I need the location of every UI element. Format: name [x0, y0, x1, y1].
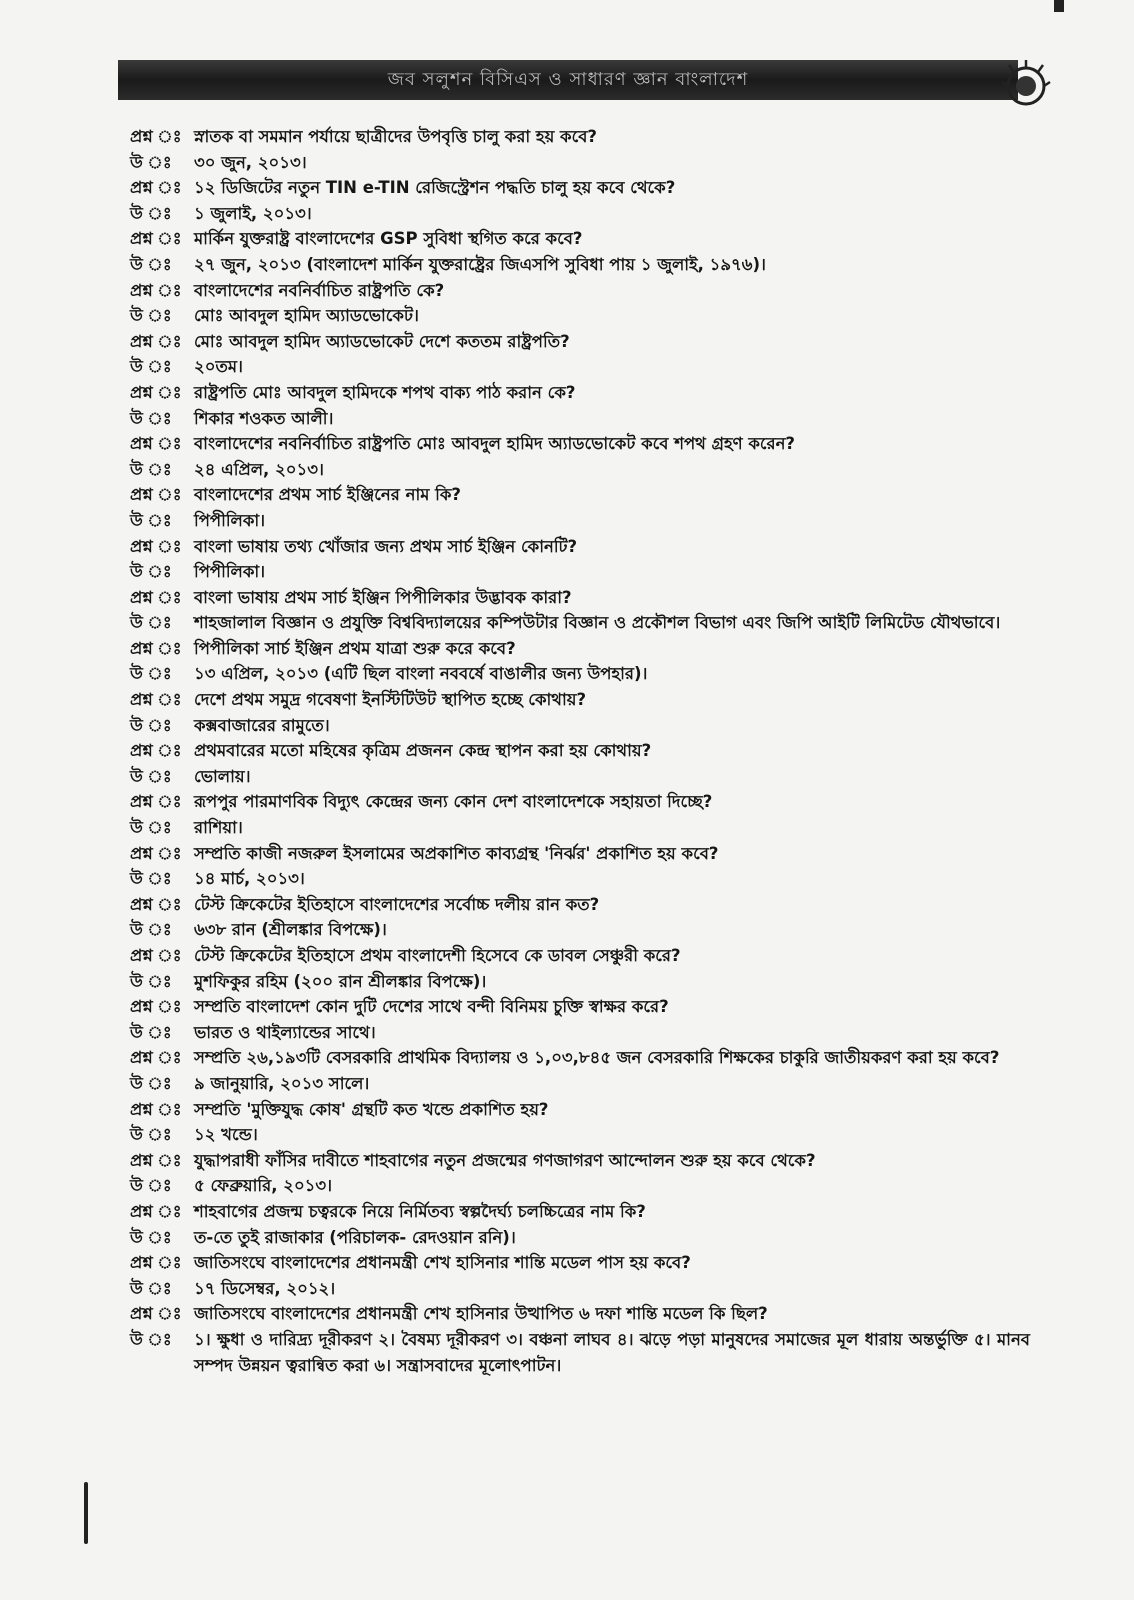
answer-text: ১৭ ডিসেম্বর, ২০১২। [194, 1278, 336, 1298]
question-label: প্রশ্ন ঃ [130, 946, 182, 965]
answer-text: মোঃ আবদুল হামিদ অ্যাডভোকেট। [194, 306, 419, 326]
question-text: মোঃ আবদুল হামিদ অ্যাডভোকেট দেশে কততম রাষ্ট্রপতি? [194, 331, 570, 351]
answer-text: ৩০ জুন, ২০১৩। [194, 152, 307, 172]
answer-label: উ ঃ [130, 869, 172, 889]
answer-label: উ ঃ [130, 562, 172, 582]
scan-edge-mark [84, 1482, 88, 1544]
question-text: মার্কিন যুক্তরাষ্ট্র বাংলাদেশের GSP সুবিধা স্থগিত করে কবে? [194, 229, 583, 249]
question-text: জাতিসংঘে বাংলাদেশের প্রধানমন্ত্রী শেখ হাসিনার উত্থাপিত ৬ দফা শান্তি মডেল কি ছিল? [194, 1304, 768, 1324]
question-label: প্রশ্ন ঃ [130, 997, 182, 1017]
answer-row [130, 661, 1030, 687]
answer-text: কক্সবাজারের রামুতে। [194, 715, 330, 735]
question-label: প্রশ্ন ঃ [130, 1253, 182, 1273]
question-text: দেশে প্রথম সমুদ্র গবেষণা ইনস্টিটিউট স্থাপিত হচ্ছে কোথায়? [194, 690, 587, 710]
question-text: পিপীলিকা সার্চ ইঞ্জিন প্রথম যাত্রা শুরু করে কবে? [194, 638, 516, 658]
answer-label: উ ঃ [130, 203, 172, 223]
answer-label: উ ঃ [130, 1022, 172, 1042]
answer-row [130, 303, 1030, 329]
answer-row [130, 713, 1030, 739]
question-text: বাংলাদেশের নবনির্বাচিত রাষ্ট্রপতি কে? [194, 280, 445, 300]
question-text: বাংলাদেশের নবনির্বাচিত রাষ্ট্রপতি মোঃ আবদুল হামিদ অ্যাডভোকেট কবে শপথ গ্রহণ করেন? [194, 434, 796, 454]
answer-label: উ ঃ [130, 357, 172, 377]
answer-row [130, 457, 1030, 483]
question-label: প্রশ্ন ঃ [130, 894, 182, 914]
answer-label: উ ঃ [130, 510, 172, 530]
question-row [130, 1301, 1030, 1327]
answer-label: উ ঃ [130, 971, 172, 991]
answer-text: ভোলায়। [194, 766, 251, 786]
question-label: প্রশ্ন ঃ [130, 1201, 182, 1221]
question-row [130, 278, 1030, 304]
question-row [130, 585, 1030, 611]
question-label: প্রশ্ন ঃ [130, 382, 182, 402]
question-row [130, 226, 1030, 252]
question-row [130, 380, 1030, 406]
question-label: প্রশ্ন ঃ [130, 178, 182, 198]
question-label: প্রশ্ন ঃ [130, 792, 182, 812]
question-text: স্নাতক বা সমমান পর্যায়ে ছাত্রীদের উপবৃত্তি চালু করা হয় কবে? [194, 127, 597, 146]
question-text: ১২ ডিজিটের নতুন TIN e-TIN রেজিস্ট্রেশন পদ্ধতি চালু হয় কবে থেকে? [194, 178, 676, 198]
question-label: প্রশ্ন ঃ [130, 638, 182, 658]
header-title: জব সলুশন বিসিএস ও সাধারণ জ্ঞান বাংলাদেশ [387, 69, 749, 90]
answer-row [130, 150, 1030, 176]
question-text: সম্প্রতি কাজী নজরুল ইসলামের অপ্রকাশিত কাব্যগ্রন্থ 'নির্ঝর' প্রকাশিত হয় কবে? [194, 843, 719, 863]
answer-row [130, 559, 1030, 585]
answer-row [130, 1225, 1030, 1251]
question-label: প্রশ্ন ঃ [130, 690, 182, 710]
question-row [130, 175, 1030, 201]
answer-label: উ ঃ [130, 1329, 172, 1349]
answer-row [130, 1327, 1030, 1378]
question-text: রূপপুর পারমাণবিক বিদ্যুৎ কেন্দ্রের জন্য কোন দেশ বাংলাদেশকে সহায়তা দিচ্ছে? [194, 792, 713, 812]
answer-text: ২৭ জুন, ২০১৩ (বাংলাদেশ মার্কিন যুক্তরাষ্ট্রের জিএসপি সুবিধা পায় ১ জুলাই, ১৯৭৬)। [194, 254, 766, 274]
question-text: বাংলা ভাষায় তথ্য খোঁজার জন্য প্রথম সার্চ ইঞ্জিন কোনটি? [194, 536, 578, 556]
question-text: শাহবাগের প্রজন্ম চত্বরকে নিয়ে নির্মিতব্য স্বল্পদৈর্ঘ্য চলচ্চিত্রের নাম কি? [194, 1201, 646, 1221]
answer-label: উ ঃ [130, 152, 172, 172]
answer-text: শাহজালাল বিজ্ঞান ও প্রযুক্তি বিশ্ববিদ্যালয়ের কম্পিউটার বিজ্ঞান ও প্রকৌশল বিভাগ এবং জিপি আইটি লিমিটেড যৌথভাবে। [194, 613, 1001, 633]
answer-label: উ ঃ [130, 920, 172, 940]
question-label: প্রশ্ন ঃ [130, 485, 182, 505]
page-header-bar [118, 60, 1018, 100]
question-label: প্রশ্ন ঃ [130, 127, 182, 146]
question-text: প্রথমবারের মতো মহিষের কৃত্রিম প্রজনন কেন্দ্র স্থাপন করা হয় কোথায়? [194, 741, 652, 761]
question-text: বাংলা ভাষায় প্রথম সার্চ ইঞ্জিন পিপীলিকার উদ্ভাবক কারা? [194, 587, 572, 607]
answer-row [130, 354, 1030, 380]
answer-row [130, 764, 1030, 790]
answer-text: ১৩ এপ্রিল, ২০১৩ (এটি ছিল বাংলা নববর্ষে বাঙালীর জন্য উপহার)। [194, 664, 648, 684]
qa-list [130, 124, 1030, 1378]
question-text: টেস্ট ক্রিকেটের ইতিহাসে বাংলাদেশের সর্বোচ্চ দলীয় রান কত? [194, 894, 600, 914]
question-row [130, 789, 1030, 815]
question-label: প্রশ্ন ঃ [130, 1099, 182, 1119]
question-label: প্রশ্ন ঃ [130, 1150, 182, 1170]
answer-text: রাশিয়া। [194, 818, 243, 838]
answer-label: উ ঃ [130, 459, 172, 479]
question-label: প্রশ্ন ঃ [130, 1304, 182, 1324]
question-label: প্রশ্ন ঃ [130, 843, 182, 863]
question-label: প্রশ্ন ঃ [130, 434, 182, 454]
answer-row [130, 252, 1030, 278]
question-row [130, 943, 1030, 969]
answer-text: ১২ খন্ডে। [194, 1125, 258, 1145]
question-row [130, 1045, 1030, 1071]
answer-row [130, 610, 1030, 636]
question-row [130, 892, 1030, 918]
answer-text: ৬৩৮ রান (শ্রীলঙ্কার বিপক্ষে)। [194, 920, 387, 940]
answer-text: ১ জুলাই, ২০১৩। [194, 203, 312, 223]
answer-label: উ ঃ [130, 1073, 172, 1093]
question-label: প্রশ্ন ঃ [130, 229, 182, 249]
answer-text: ৯ জানুয়ারি, ২০১৩ সালে। [194, 1073, 370, 1093]
answer-label: উ ঃ [130, 1278, 172, 1298]
question-row [130, 687, 1030, 713]
answer-text: ১৪ মার্চ, ২০১৩। [194, 869, 305, 889]
answer-label: উ ঃ [130, 766, 172, 786]
answer-label: উ ঃ [130, 254, 172, 274]
question-row [130, 841, 1030, 867]
question-text: যুদ্ধাপরাধী ফাঁসির দাবীতে শাহবাগের নতুন প্রজন্মের গণজাগরণ আন্দোলন শুরু হয় কবে থেকে? [194, 1150, 816, 1170]
answer-row [130, 866, 1030, 892]
answer-label: উ ঃ [130, 1227, 172, 1247]
question-label: প্রশ্ন ঃ [130, 1048, 182, 1068]
answer-row [130, 1020, 1030, 1046]
question-row [130, 994, 1030, 1020]
answer-label: উ ঃ [130, 613, 172, 633]
answer-label: উ ঃ [130, 1125, 172, 1145]
question-text: সম্প্রতি 'মুক্তিযুদ্ধ কোষ' গ্রন্থটি কত খন্ডে প্রকাশিত হয়? [194, 1099, 549, 1119]
question-row [130, 636, 1030, 662]
answer-label: উ ঃ [130, 408, 172, 428]
answer-text: ৫ ফেব্রুয়ারি, ২০১৩। [194, 1176, 333, 1196]
answer-row [130, 1173, 1030, 1199]
answer-row [130, 1122, 1030, 1148]
answer-label: উ ঃ [130, 306, 172, 326]
answer-text: ২০তম। [194, 357, 243, 377]
answer-text: ২৪ এপ্রিল, ২০১৩। [194, 459, 324, 479]
answer-text: পিপীলিকা। [194, 562, 266, 582]
question-row [130, 329, 1030, 355]
answer-row [130, 917, 1030, 943]
answer-label: উ ঃ [130, 715, 172, 735]
answer-text: শিকার শওকত আলী। [194, 408, 334, 428]
answer-label: উ ঃ [130, 664, 172, 684]
question-label: প্রশ্ন ঃ [130, 587, 182, 607]
question-text: রাষ্ট্রপতি মোঃ আবদুল হামিদকে শপথ বাক্য পাঠ করান কে? [194, 382, 576, 402]
question-text: সম্প্রতি ২৬,১৯৩টি বেসরকারি প্রাথমিক বিদ্যালয় ও ১,০৩,৮৪৫ জন বেসরকারি শিক্ষকের চাকুরি জাতীয়করণ করা হয় কবে? [194, 1048, 1000, 1068]
answer-text: ত-তে তুই রাজাকার (পরিচালক- রেদওয়ান রনি)। [194, 1227, 516, 1247]
answer-row [130, 969, 1030, 995]
question-row [130, 482, 1030, 508]
answer-row [130, 201, 1030, 227]
question-row [130, 738, 1030, 764]
answer-text: ভারত ও থাইল্যান্ডের সাথে। [194, 1022, 376, 1042]
question-row [130, 1097, 1030, 1123]
question-label: প্রশ্ন ঃ [130, 536, 182, 556]
question-row [130, 1250, 1030, 1276]
question-row [130, 124, 1030, 150]
answer-row [130, 508, 1030, 534]
publisher-logo-icon [1000, 56, 1052, 108]
question-row [130, 1199, 1030, 1225]
question-row [130, 534, 1030, 560]
question-text: বাংলাদেশের প্রথম সার্চ ইঞ্জিনের নাম কি? [194, 485, 461, 505]
question-text: টেস্ট ক্রিকেটের ইতিহাসে প্রথম বাংলাদেশী হিসেবে কে ডাবল সেঞ্চুরী করে? [194, 946, 681, 965]
answer-row [130, 1071, 1030, 1097]
answer-row [130, 1276, 1030, 1302]
corner-scan-mark [1054, 0, 1064, 12]
answer-label: উ ঃ [130, 1176, 172, 1196]
answer-text: মুশফিকুর রহিম (২০০ রান শ্রীলঙ্কার বিপক্ষে)। [194, 971, 487, 991]
question-text: সম্প্রতি বাংলাদেশ কোন দুটি দেশের সাথে বন্দী বিনিময় চুক্তি স্বাক্ষর করে? [194, 997, 669, 1017]
answer-text: ১। ক্ষুধা ও দারিদ্র্য দূরীকরণ ২। বৈষম্য দূরীকরণ ৩। বঞ্চনা লাঘব ৪। ঝড়ে পড়া মানুষদের সমাজের মূল ধারায় অন্তর্ভুক্তি ৫। মানব সম্পদ উন্নয়ন ত্বরান্বিত করা ৬। সন্ত্রাসবাদের মূলোৎপাটন। [194, 1329, 1030, 1375]
answer-row [130, 815, 1030, 841]
question-row [130, 1148, 1030, 1174]
answer-text: পিপীলিকা। [194, 510, 266, 530]
question-text: জাতিসংঘে বাংলাদেশের প্রধানমন্ত্রী শেখ হাসিনার শান্তি মডেল পাস হয় কবে? [194, 1253, 691, 1273]
question-label: প্রশ্ন ঃ [130, 280, 182, 300]
answer-label: উ ঃ [130, 818, 172, 838]
answer-row [130, 406, 1030, 432]
question-row [130, 431, 1030, 457]
question-label: প্রশ্ন ঃ [130, 331, 182, 351]
question-label: প্রশ্ন ঃ [130, 741, 182, 761]
